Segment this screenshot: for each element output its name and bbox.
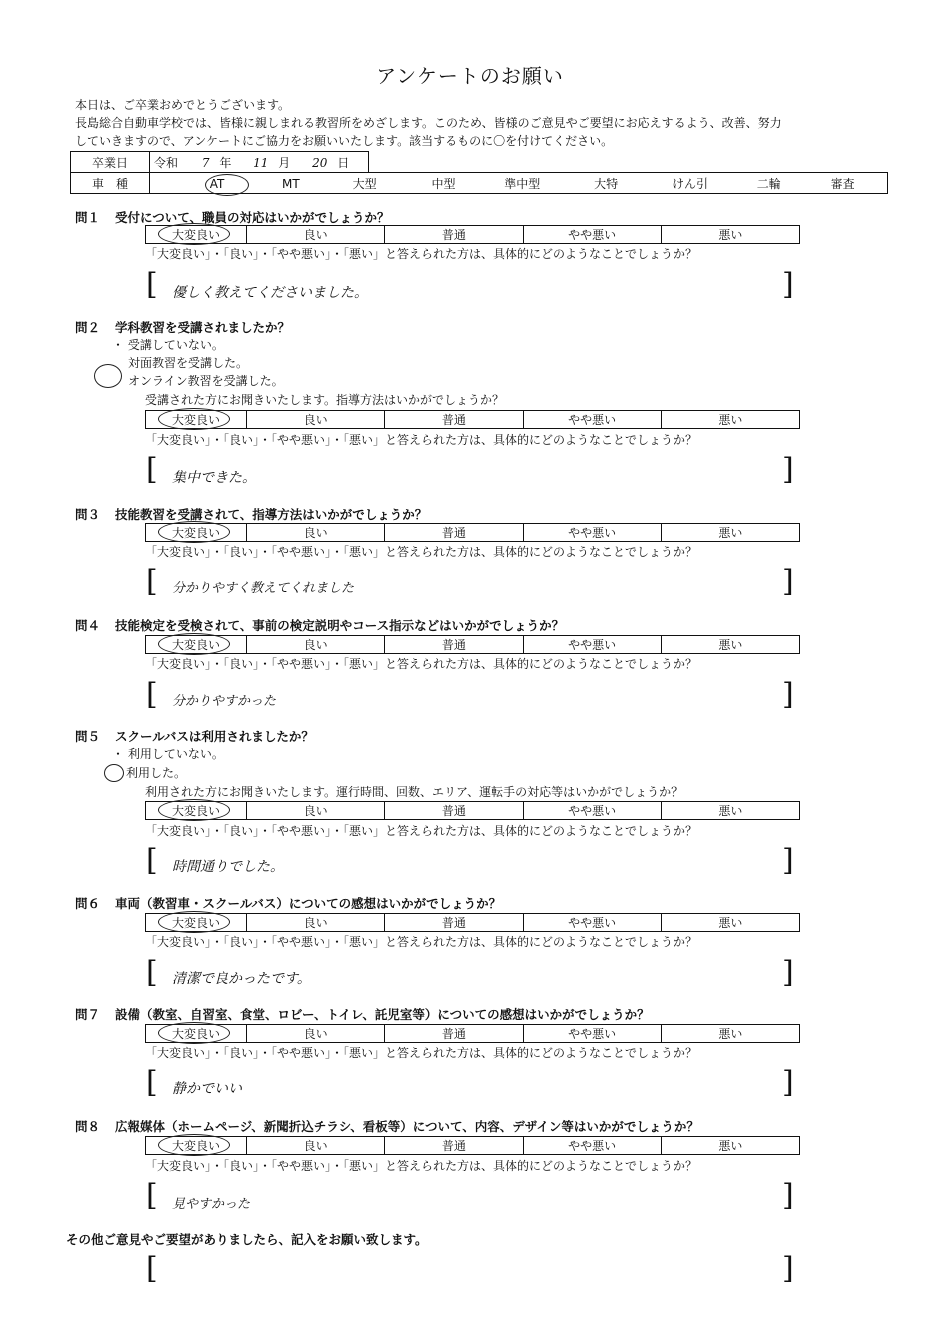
rating-row-7[interactable]: [145, 1024, 800, 1043]
grad-date-field[interactable]: 令和 7 年 11 月 20 日: [150, 152, 369, 173]
page-title: アンケートのお願い: [376, 64, 564, 88]
follow-up-question: 「大変良い」・「良い」・「やや悪い」・「悪い」と答えられた方は、具体的にどのようなことでしょうか？: [145, 657, 698, 671]
intro-line-2: 長島総合自動車学校では、皆様に親しまれる教習所をめざします。このため、皆様のご意見やご要望にお応えするよう、改善、努力: [75, 116, 782, 130]
rating-good[interactable]: 良い: [247, 411, 385, 429]
type-option-at[interactable]: AT: [209, 176, 225, 191]
follow-up-question: 「大変良い」・「良い」・「やや悪い」・「悪い」と答えられた方は、具体的にどのようなことでしょうか？: [145, 1046, 698, 1060]
type-option-semi-medium[interactable]: 準中型: [504, 176, 541, 191]
answer-text-6[interactable]: 清潔で良かったです。: [172, 971, 311, 987]
rating-good[interactable]: 良い: [247, 1025, 385, 1043]
answer-text-2[interactable]: 集中できた。: [172, 470, 256, 486]
rating-normal[interactable]: 普通: [385, 914, 523, 932]
rating-slightly-bad[interactable]: やや悪い: [523, 226, 661, 244]
rating-very-good[interactable]: 大変良い: [146, 802, 247, 820]
type-option-exam[interactable]: 審査: [830, 176, 855, 191]
info-table: [70, 151, 888, 194]
rating-slightly-bad[interactable]: やや悪い: [523, 914, 661, 932]
selected-circle: [158, 799, 230, 821]
rating-very-good[interactable]: 大変良い: [146, 524, 247, 542]
rating-slightly-bad[interactable]: やや悪い: [523, 524, 661, 542]
rating-slightly-bad[interactable]: やや悪い: [523, 411, 661, 429]
question-8: 問８ 広報媒体（ホームページ、新聞折込チラシ、看板等）について、内容、デザイン等はいかがでしょうか？: [75, 1119, 699, 1134]
rating-normal[interactable]: 普通: [385, 636, 523, 654]
follow-up-question: 「大変良い」・「良い」・「やや悪い」・「悪い」と答えられた方は、具体的にどのようなことでしょうか？: [145, 247, 698, 261]
rating-bad[interactable]: 悪い: [661, 411, 799, 429]
sub-question-2: 受講された方にお聞きいたします。指導方法はいかがでしょうか？: [145, 393, 505, 407]
rating-very-good[interactable]: 大変良い: [146, 636, 247, 654]
rating-normal[interactable]: 普通: [385, 1025, 523, 1043]
answer-text-7[interactable]: 静かでいい: [172, 1081, 242, 1097]
selected-circle: [94, 364, 122, 388]
follow-up-question: 「大変良い」・「良い」・「やや悪い」・「悪い」と答えられた方は、具体的にどのようなことでしょうか？: [145, 433, 698, 447]
grad-date-label: 卒業日: [71, 152, 150, 173]
rating-bad[interactable]: 悪い: [661, 914, 799, 932]
question-2: 問２ 学科教習を受講されましたか？: [75, 320, 291, 335]
type-option-tow[interactable]: けん引: [671, 176, 708, 191]
follow-up-question: 「大変良い」・「良い」・「やや悪い」・「悪い」と答えられた方は、具体的にどのようなことでしょうか？: [145, 545, 698, 559]
selected-circle: [158, 1134, 230, 1156]
at-selected-circle: [205, 174, 249, 196]
option-used[interactable]: 利用した。: [126, 766, 187, 780]
rating-very-good[interactable]: 大変良い: [146, 914, 247, 932]
rating-bad[interactable]: 悪い: [661, 802, 799, 820]
answer-text-8[interactable]: 見やすかった: [172, 1197, 251, 1212]
closing-prompt: その他ご意見やご要望がありましたら、記入をお願い致します。: [66, 1232, 428, 1247]
type-option-motorcycle[interactable]: 二輪: [756, 176, 781, 191]
answer-text-5[interactable]: 時間通りでした。: [172, 859, 284, 875]
rating-very-good[interactable]: 大変良い: [146, 411, 247, 429]
option-not-used[interactable]: ・ 利用していない。: [112, 747, 224, 761]
rating-row-2[interactable]: [145, 410, 800, 429]
rating-row-4[interactable]: [145, 635, 800, 654]
type-option-large[interactable]: 大型: [352, 176, 377, 191]
selected-circle: [158, 1022, 230, 1044]
rating-bad[interactable]: 悪い: [661, 1137, 799, 1155]
rating-slightly-bad[interactable]: やや悪い: [523, 636, 661, 654]
rating-bad[interactable]: 悪い: [661, 226, 799, 244]
rating-normal[interactable]: 普通: [385, 524, 523, 542]
type-option-medium[interactable]: 中型: [431, 176, 456, 191]
question-5: 問５ スクールバスは利用されましたか？: [75, 729, 314, 744]
rating-good[interactable]: 良い: [247, 914, 385, 932]
sub-question-5: 利用された方にお聞きいたします。運行時間、回数、エリア、運転手の対応等はいかがでしょうか？: [145, 785, 684, 799]
rating-slightly-bad[interactable]: やや悪い: [523, 1137, 661, 1155]
answer-text-4[interactable]: 分かりやすかった: [172, 694, 277, 709]
follow-up-question: 「大変良い」・「良い」・「やや悪い」・「悪い」と答えられた方は、具体的にどのようなことでしょうか？: [145, 1159, 698, 1173]
rating-good[interactable]: 良い: [247, 1137, 385, 1155]
rating-row-1[interactable]: [145, 225, 800, 244]
rating-bad[interactable]: 悪い: [661, 636, 799, 654]
rating-good[interactable]: 良い: [247, 226, 385, 244]
option-online[interactable]: オンライン教習を受講した。: [128, 374, 284, 388]
type-option-special[interactable]: 大特: [594, 176, 619, 191]
rating-good[interactable]: 良い: [247, 524, 385, 542]
rating-normal[interactable]: 普通: [385, 802, 523, 820]
rating-row-8[interactable]: [145, 1136, 800, 1155]
rating-row-5[interactable]: [145, 801, 800, 820]
rating-slightly-bad[interactable]: やや悪い: [523, 1025, 661, 1043]
rating-normal[interactable]: 普通: [385, 411, 523, 429]
vehicle-type-options[interactable]: [150, 173, 888, 194]
rating-normal[interactable]: 普通: [385, 226, 523, 244]
vehicle-type-label: 車 種: [71, 173, 150, 194]
answer-text-1[interactable]: 優しく教えてくださいました。: [172, 285, 368, 301]
rating-row-3[interactable]: [145, 523, 800, 542]
selected-circle: [158, 911, 230, 933]
selected-circle: [158, 223, 230, 245]
follow-up-question: 「大変良い」・「良い」・「やや悪い」・「悪い」と答えられた方は、具体的にどのようなことでしょうか？: [145, 824, 698, 838]
selected-circle: [158, 408, 230, 430]
question-3: 問３ 技能教習を受講されて、指導方法はいかがでしょうか？: [75, 507, 428, 522]
rating-good[interactable]: 良い: [247, 636, 385, 654]
selected-circle: [158, 521, 230, 543]
intro-line-3: していきますので、アンケートにご協力をお願いいたします。該当するものに〇を付けてください。: [75, 134, 614, 148]
answer-text-3[interactable]: 分かりやすく教えてくれました: [172, 581, 355, 596]
rating-bad[interactable]: 悪い: [661, 524, 799, 542]
rating-very-good[interactable]: 大変良い: [146, 226, 247, 244]
type-option-mt[interactable]: MT: [281, 176, 300, 191]
follow-up-question: 「大変良い」・「良い」・「やや悪い」・「悪い」と答えられた方は、具体的にどのようなことでしょうか？: [145, 935, 698, 949]
selected-circle: [104, 764, 124, 782]
question-1: 問１ 受付について、職員の対応はいかがでしょうか？: [75, 210, 390, 225]
rating-good[interactable]: 良い: [247, 802, 385, 820]
intro-line-1: 本日は、ご卒業おめでとうございます。: [75, 98, 291, 112]
question-7: 問７ 設備（教室、自習室、食堂、ロビー、トイレ、託児室等）についての感想はいかがでしょうか？: [75, 1007, 650, 1022]
question-4: 問４ 技能検定を受検されて、事前の検定説明やコース指示などはいかがでしょうか？: [75, 618, 565, 633]
closing-answer-field[interactable]: [172, 1262, 772, 1290]
question-6: 問６ 車両（教習車・スクールバス）についての感想はいかがでしょうか？: [75, 896, 502, 911]
rating-very-good[interactable]: 大変良い: [146, 1137, 247, 1155]
rating-very-good[interactable]: 大変良い: [146, 1025, 247, 1043]
option-not-attended[interactable]: ・ 受講していない。: [112, 338, 224, 352]
rating-row-6[interactable]: [145, 913, 800, 932]
rating-bad[interactable]: 悪い: [661, 1025, 799, 1043]
option-in-person[interactable]: 対面教習を受講した。: [128, 356, 249, 370]
rating-slightly-bad[interactable]: やや悪い: [523, 802, 661, 820]
selected-circle: [158, 633, 230, 655]
rating-normal[interactable]: 普通: [385, 1137, 523, 1155]
